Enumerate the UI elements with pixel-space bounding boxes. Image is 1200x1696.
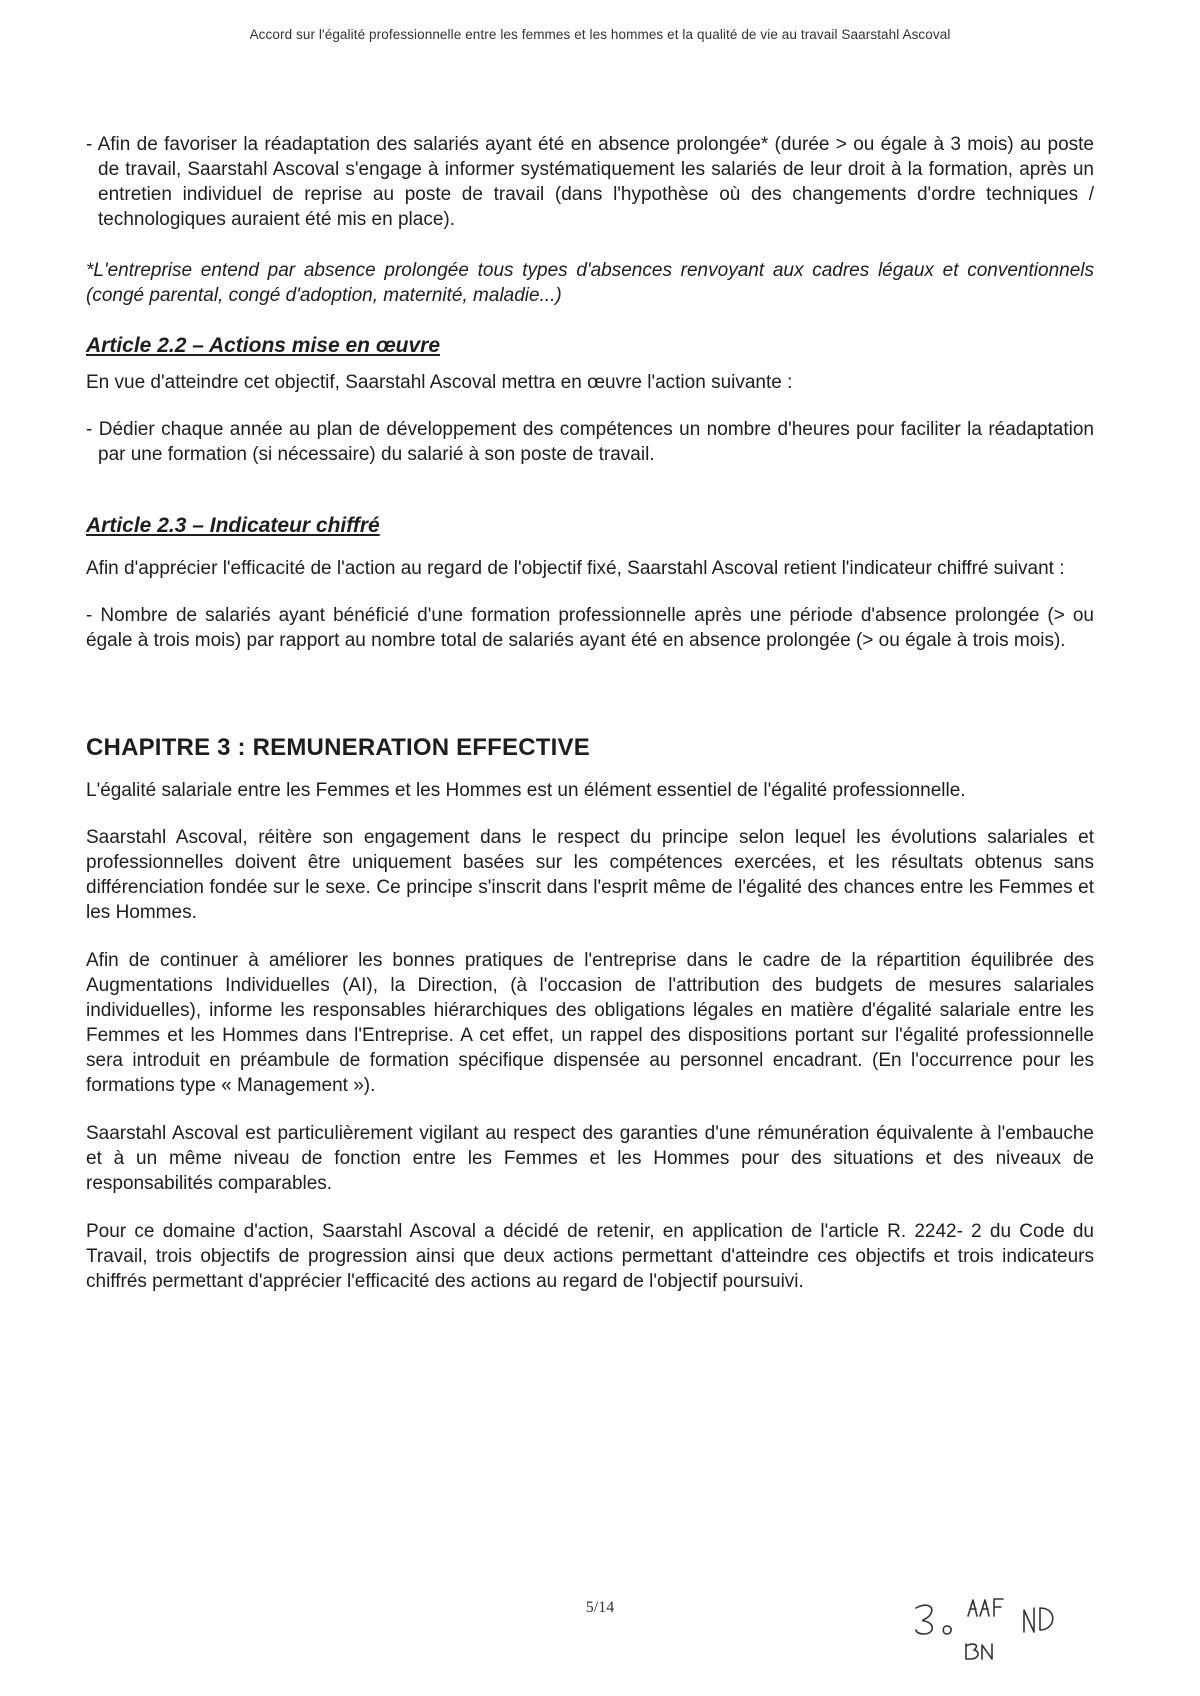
initials-aaf-a2 [980, 1600, 989, 1616]
page-header: Accord sur l'égalité professionnelle entre les femmes et les hommes et la qualité de vie au travail Saarstahl Ascoval [249, 27, 951, 42]
article-2-3-title: Article 2.3 – Indicateur chiffré [86, 514, 380, 537]
initials-nd-n [1024, 1608, 1034, 1632]
absence-paragraph: - Afin de favoriser la réadaptation des salariés ayant été en absence prolongée* (durée > ou égale à 3 mois) au poste de travail, Saarstahl Ascoval s'engage à informer systématiquement les salariés de leur droit à la formation, après un entretien individuel de reprise au poste de travail (dans l'hypothèse où des changements d'ordre techniques / technologiques auraient été mis en place). [86, 134, 1094, 230]
initials-bn-b [966, 1644, 978, 1659]
absence-footnote: *L'entreprise entend par absence prolongée tous types d'absences renvoyant aux cadres légaux et conventionnels (congé parental, congé d'adoption, maternité, maladie...) [86, 260, 1094, 306]
initials-aaf-f [994, 1599, 1003, 1616]
article-2-3-intro: Afin d'apprécier l'efficacité de l'action au regard de l'objectif fixé, Saarstahl Ascoval retient l'indicateur chiffré suivant : [86, 558, 1065, 579]
chapter-3-paragraph-2: Saarstahl Ascoval, réitère son engagement dans le respect du principe selon lequel les évolutions salariales et professionnelles doivent être uniquement basées sur les compétences exercées, et les résultats obtenus sans différenciation fondée sur le sexe. Ce principe s'inscrit dans l'esprit même de l'égalité des chances entre les Femmes et les Hommes. [86, 827, 1094, 923]
article-2-2-action: - Dédier chaque année au plan de développement des compétences un nombre d'heures pour faciliter la réadaptation par une formation (si nécessaire) du salarié à son poste de travail. [86, 419, 1094, 465]
initials-bn-n [982, 1644, 992, 1659]
article-2-2-intro: En vue d'atteindre cet objectif, Saarstahl Ascoval mettra en œuvre l'action suivante : [86, 372, 793, 393]
handwritten-initials [910, 1592, 1160, 1696]
chapter-3-paragraph-5: Pour ce domaine d'action, Saarstahl Ascoval a décidé de retenir, en application de l'article R. 2242- 2 du Code du Travail, trois objectifs de progression ainsi que deux actions permettant d'atteindre ces objectifs et trois indicateurs chiffrés permettant d'apprécier l'efficacité des actions au regard de l'objectif poursuivi. [86, 1221, 1094, 1292]
initials-nd-d [1040, 1608, 1053, 1630]
article-2-2-title: Article 2.2 – Actions mise en œuvre [86, 334, 441, 357]
chapter-3-paragraph-4: Saarstahl Ascoval est particulièrement vigilant au respect des garanties d'une rémunération équivalente à l'embauche et à un même niveau de fonction entre les Femmes et les Hommes pour des situations et des niveaux de responsabilités comparables. [86, 1123, 1094, 1194]
initials-aaf-a1 [968, 1600, 977, 1616]
article-2-3-indicator: - Nombre de salariés ayant bénéficié d'une formation professionnelle après une période d'absence prolongée (> ou égale à trois mois) par rapport au nombre total de salariés ayant été en absence prolongée (> ou égale à trois mois). [86, 605, 1094, 651]
chapter-3-paragraph-1: L'égalité salariale entre les Femmes et les Hommes est un élément essentiel de l'égalité professionnelle. [86, 780, 966, 801]
chapter-3-paragraph-3: Afin de continuer à améliorer les bonnes pratiques de l'entreprise dans le cadre de la répartition équilibrée des Augmentations Individuelles (AI), la Direction, (à l'occasion de l'attribution des budgets de mesures salariales individuelles), informe les responsables hiérarchiques des obligations légales en matière d'égalité salariale entre les Femmes et les Hommes dans l'Entreprise. A cet effet, un rappel des dispositions portant sur l'égalité professionnelle sera introduit en préambule de formation spécifique dispensée au personnel encadrant. (En l'occurrence pour les formations type « Management »). [86, 950, 1094, 1096]
page-number: 5/14 [585, 1599, 615, 1616]
document-body [86, 132, 1094, 1294]
initials-bo-o [943, 1626, 951, 1634]
chapter-3-title: CHAPITRE 3 : REMUNERATION EFFECTIVE [86, 734, 590, 761]
initials-bo-b [916, 1605, 932, 1634]
